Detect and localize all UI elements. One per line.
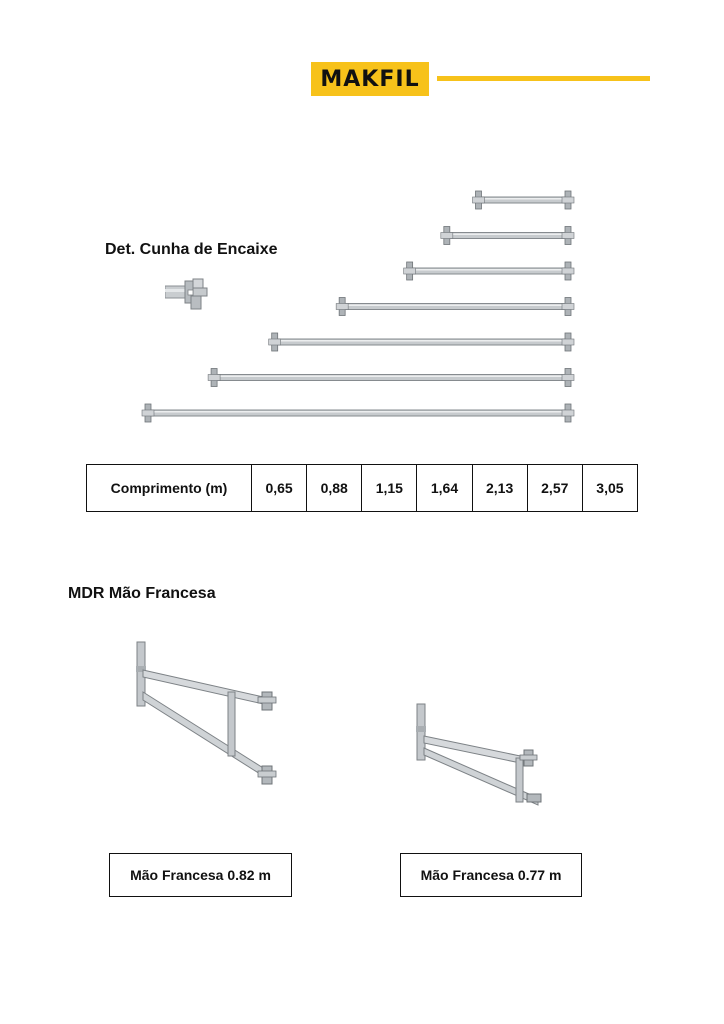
ledger-bars xyxy=(0,0,724,440)
ledger-bar xyxy=(208,369,574,387)
length-cell: 2,57 xyxy=(527,465,582,512)
table-row xyxy=(87,465,638,512)
ledger-bar xyxy=(269,333,574,351)
length-table xyxy=(86,464,638,512)
bracket-caption-077: Mão Francesa 0.77 m xyxy=(400,853,582,897)
length-cell: 3,05 xyxy=(582,465,637,512)
ledger-bar xyxy=(404,262,574,280)
length-cell: 1,64 xyxy=(417,465,472,512)
bracket-caption-082: Mão Francesa 0.82 m xyxy=(109,853,292,897)
length-cell: 2,13 xyxy=(472,465,527,512)
ledger-bar xyxy=(472,191,574,209)
length-cell: 0,65 xyxy=(252,465,307,512)
table-header-cell: Comprimento (m) xyxy=(87,465,252,512)
length-cell: 0,88 xyxy=(307,465,362,512)
ledger-bar xyxy=(441,227,574,245)
ledger-bar xyxy=(142,404,574,422)
bracket-image-077 xyxy=(412,700,548,810)
section-title: MDR Mão Francesa xyxy=(68,585,216,602)
bracket-image-082 xyxy=(128,638,280,790)
length-cell: 1,15 xyxy=(362,465,417,512)
ledger-bar xyxy=(336,298,574,316)
detail-label: Det. Cunha de Encaixe xyxy=(105,241,278,258)
brand-name: MAKFIL xyxy=(320,66,420,92)
